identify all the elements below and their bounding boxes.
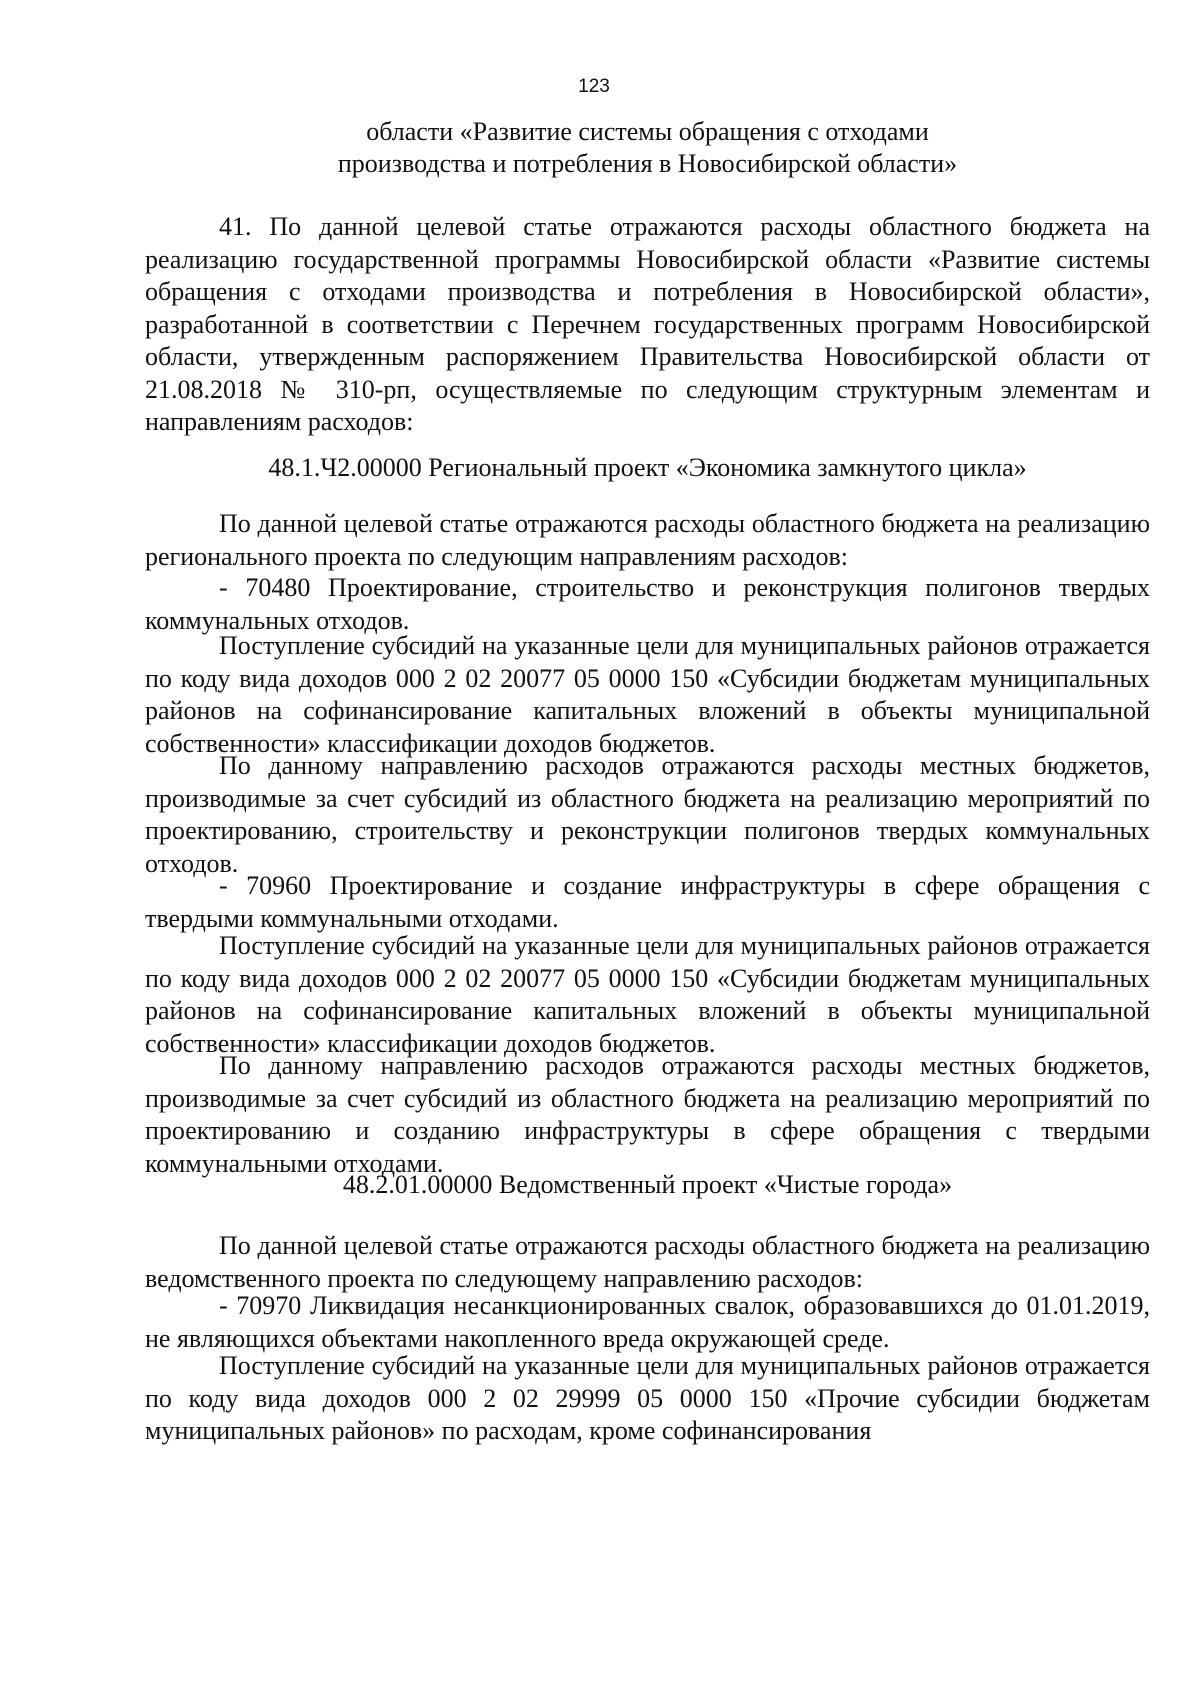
heading-regional-project: 48.1.Ч2.00000 Региональный проект «Экономика замкнутого цикла» [268, 453, 1027, 482]
item-70960: - 70960 Проектирование и создание инфраструктуры в сфере обращения с твердыми коммунальными отходами. [145, 871, 1150, 933]
paragraph-41: 41. По данной целевой статье отражаются расходы областного бюджета на реализацию государственной программы Новосибирской области «Развитие системы обращения с отходами производства и потребления в Новосибирской области», разработанной в соответствии с Перечнем государственных программ Новосибирской области, утвержденным распоряжением Правительства Новосибирской области от 21.08.2018 № 310-рп, осуществляемые по следующим структурным элементам и направлениям расходов: [145, 212, 1150, 436]
paragraph-70960-local: По данному направлению расходов отражаются расходы местных бюджетов, производимые за счет субсидий из областного бюджета на реализацию мероприятий по проектированию и созданию инфраструктуры в сфере обращения с твердыми коммунальными отходами. [145, 1051, 1150, 1178]
section-title-line-1: области «Развитие системы обращения с отходами [366, 117, 929, 146]
page-number: 123 [578, 76, 610, 97]
paragraph-70970-subsidy: Поступление субсидий на указанные цели для муниципальных районов отражается по коду вида доходов 000 2 02 29999 05 0000 150 «Прочие субсидии бюджетам муниципальных районов» по расходам, кроме софинансирования [145, 1351, 1150, 1445]
paragraph-70480-local: По данному направлению расходов отражаются расходы местных бюджетов, производимые за счет субсидий из областного бюджета на реализацию мероприятий по проектированию, строительству и реконструкции полигонов твердых коммунальных отходов. [145, 751, 1150, 878]
item-70480: - 70480 Проектирование, строительство и реконструкция полигонов твердых коммунальных отходов. [145, 573, 1150, 635]
paragraph-departmental-intro: По данной целевой статье отражаются расходы областного бюджета на реализацию ведомственного проекта по следующему направлению расходов: [145, 1231, 1150, 1293]
paragraph-70960-subsidy: Поступление субсидий на указанные цели для муниципальных районов отражается по коду вида доходов 000 2 02 20077 05 0000 150 «Субсидии бюджетам муниципальных районов на софинансирование капитальных вложений в объекты муниципальной собственности» классификации доходов бюджетов. [145, 931, 1150, 1058]
paragraph-70480-subsidy: Поступление субсидий на указанные цели для муниципальных районов отражается по коду вида доходов 000 2 02 20077 05 0000 150 «Субсидии бюджетам муниципальных районов на софинансирование капитальных вложений в объекты муниципальной собственности» классификации доходов бюджетов. [145, 631, 1150, 758]
paragraph-regional-intro: По данной целевой статье отражаются расходы областного бюджета на реализацию регионального проекта по следующим направлениям расходов: [145, 509, 1150, 571]
item-70970: - 70970 Ликвидация несанкционированных свалок, образовавшихся до 01.01.2019, не являющихся объектами накопленного вреда окружающей среде. [145, 1291, 1150, 1353]
heading-departmental-project: 48.2.01.00000 Ведомственный проект «Чистые города» [342, 1170, 953, 1199]
section-title-line-2: производства и потребления в Новосибирской области» [337, 149, 958, 178]
